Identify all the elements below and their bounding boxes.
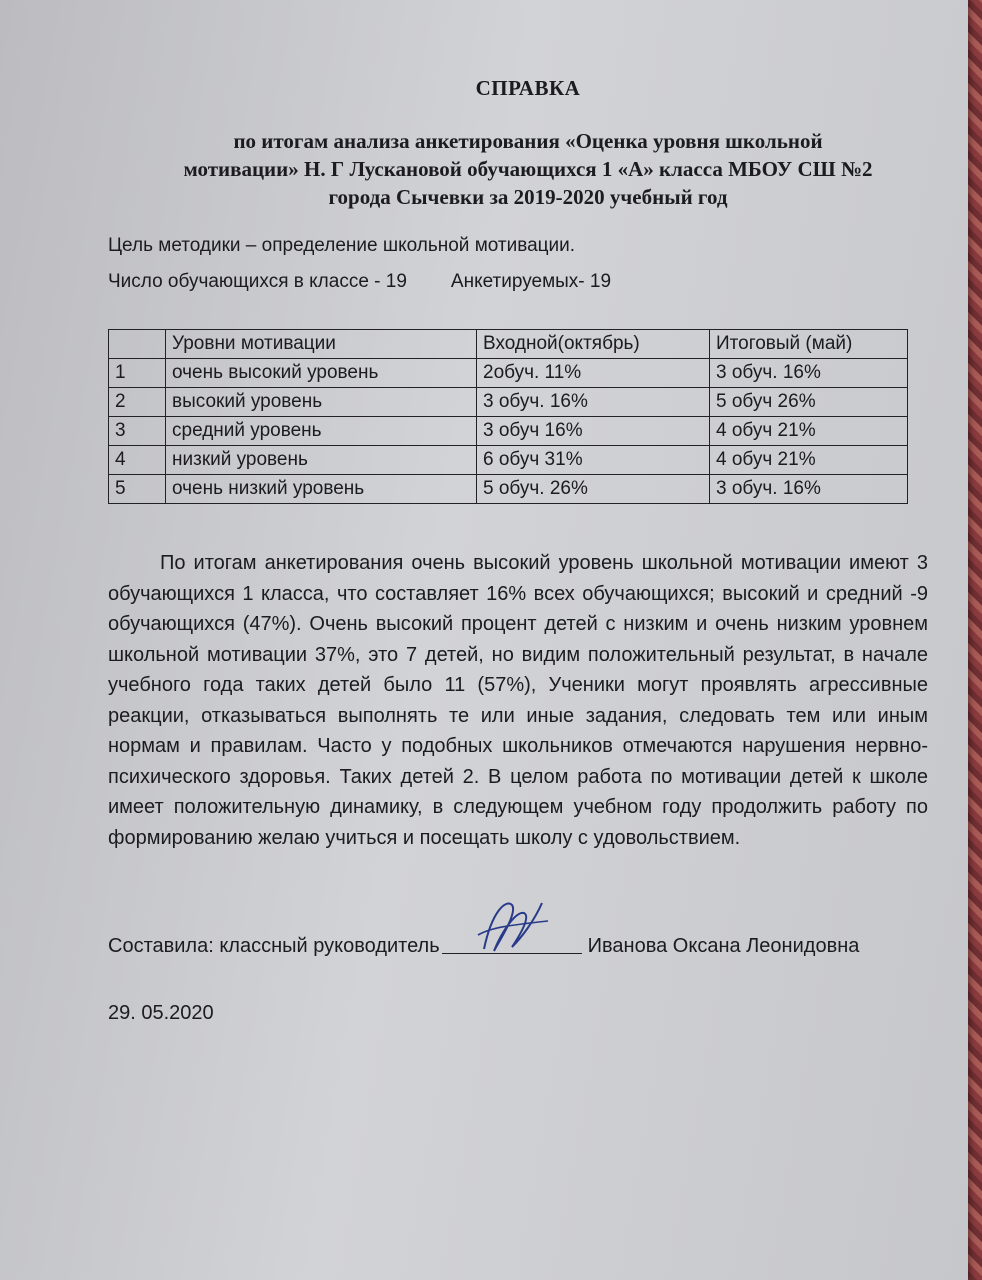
header-cell: Уровни мотивации (166, 330, 477, 359)
table-cell: средний уровень (166, 417, 477, 446)
document-subtitle (108, 127, 948, 211)
table-cell: 3 (109, 417, 166, 446)
table-cell: 3 обуч 16% (477, 417, 710, 446)
motivation-table (108, 329, 908, 504)
student-counts (108, 271, 948, 293)
table-cell: 4 обуч 21% (710, 446, 908, 475)
header-cell: Входной(октябрь) (477, 330, 710, 359)
conclusion-paragraph: По итогам анкетирования очень высокий уровень школьной мотивации имеют 3 обучающихся 1 класса, что составляет 16% всех обучающихся; высокий и средний -9 обучающихся (47%). Очень высокий процент детей с низким и очень низким уровнем школьной мотивации 37%, это 7 детей, но видим положительный результат, в начале учебного года таких детей было 11 (57%), Ученики могут проявлять агрессивные реакции, отказываться выполнять те или иные задания, следовать тем или иным нормам и правилам. Часто у подобных школьников отмечаются нарушения нервно-психического здоровья. Таких детей 2. В целом работа по мотивации детей к школе имеет положительную динамику, в следующем учебном году продолжить работу по формированию желаю учиться и посещать школу с удовольствием. (108, 552, 928, 849)
table-cell: 1 (109, 359, 166, 388)
subtitle-line: по итогам анализа анкетирования «Оценка уровня школьной (233, 129, 823, 153)
signature-line (108, 933, 948, 958)
table-cell: очень высокий уровень (166, 359, 477, 388)
table-cell: 3 обуч. 16% (477, 388, 710, 417)
table-cell: 5 обуч 26% (710, 388, 908, 417)
table-cell: низкий уровень (166, 446, 477, 475)
table-cell: 4 обуч 21% (710, 417, 908, 446)
signature-blank (442, 933, 582, 954)
subtitle-line: города Сычевки за 2019-2020 учебный год (328, 185, 728, 209)
document (108, 60, 948, 1025)
document-date: 29. 05.2020 (108, 1002, 214, 1024)
table-cell: 3 обуч. 16% (710, 359, 908, 388)
table-row (109, 417, 908, 446)
table-cell: высокий уровень (166, 388, 477, 417)
compiled-by-label: Составила: классный руководитель (108, 935, 440, 957)
handwritten-signature (472, 891, 552, 961)
table-row (109, 388, 908, 417)
students-in-class: Число обучающихся в классе - 19 (108, 271, 407, 292)
surveyed-count: Анкетируемых- 19 (450, 271, 612, 292)
table-row (109, 359, 908, 388)
table-header-row (109, 330, 908, 359)
table-cell: 6 обуч 31% (477, 446, 710, 475)
method-goal: Цель методики – определение школьной мотивации. (108, 235, 576, 256)
subtitle-line: мотивации» Н. Г Лускановой обучающихся 1 «А» класса МБОУ СШ №2 (183, 157, 873, 181)
header-cell: Итоговый (май) (710, 330, 908, 359)
header-cell (109, 330, 166, 359)
table-cell: 5 обуч. 26% (477, 475, 710, 504)
table-row (109, 446, 908, 475)
table-cell: 2 (109, 388, 166, 417)
teacher-name: Иванова Оксана Леонидовна (587, 935, 860, 957)
table-cell: очень низкий уровень (166, 475, 477, 504)
table-row (109, 475, 908, 504)
table-cell: 2обуч. 11% (477, 359, 710, 388)
document-title: СПРАВКА (475, 76, 581, 100)
table-cell: 4 (109, 446, 166, 475)
table-cell: 3 обуч. 16% (710, 475, 908, 504)
table-cell: 5 (109, 475, 166, 504)
